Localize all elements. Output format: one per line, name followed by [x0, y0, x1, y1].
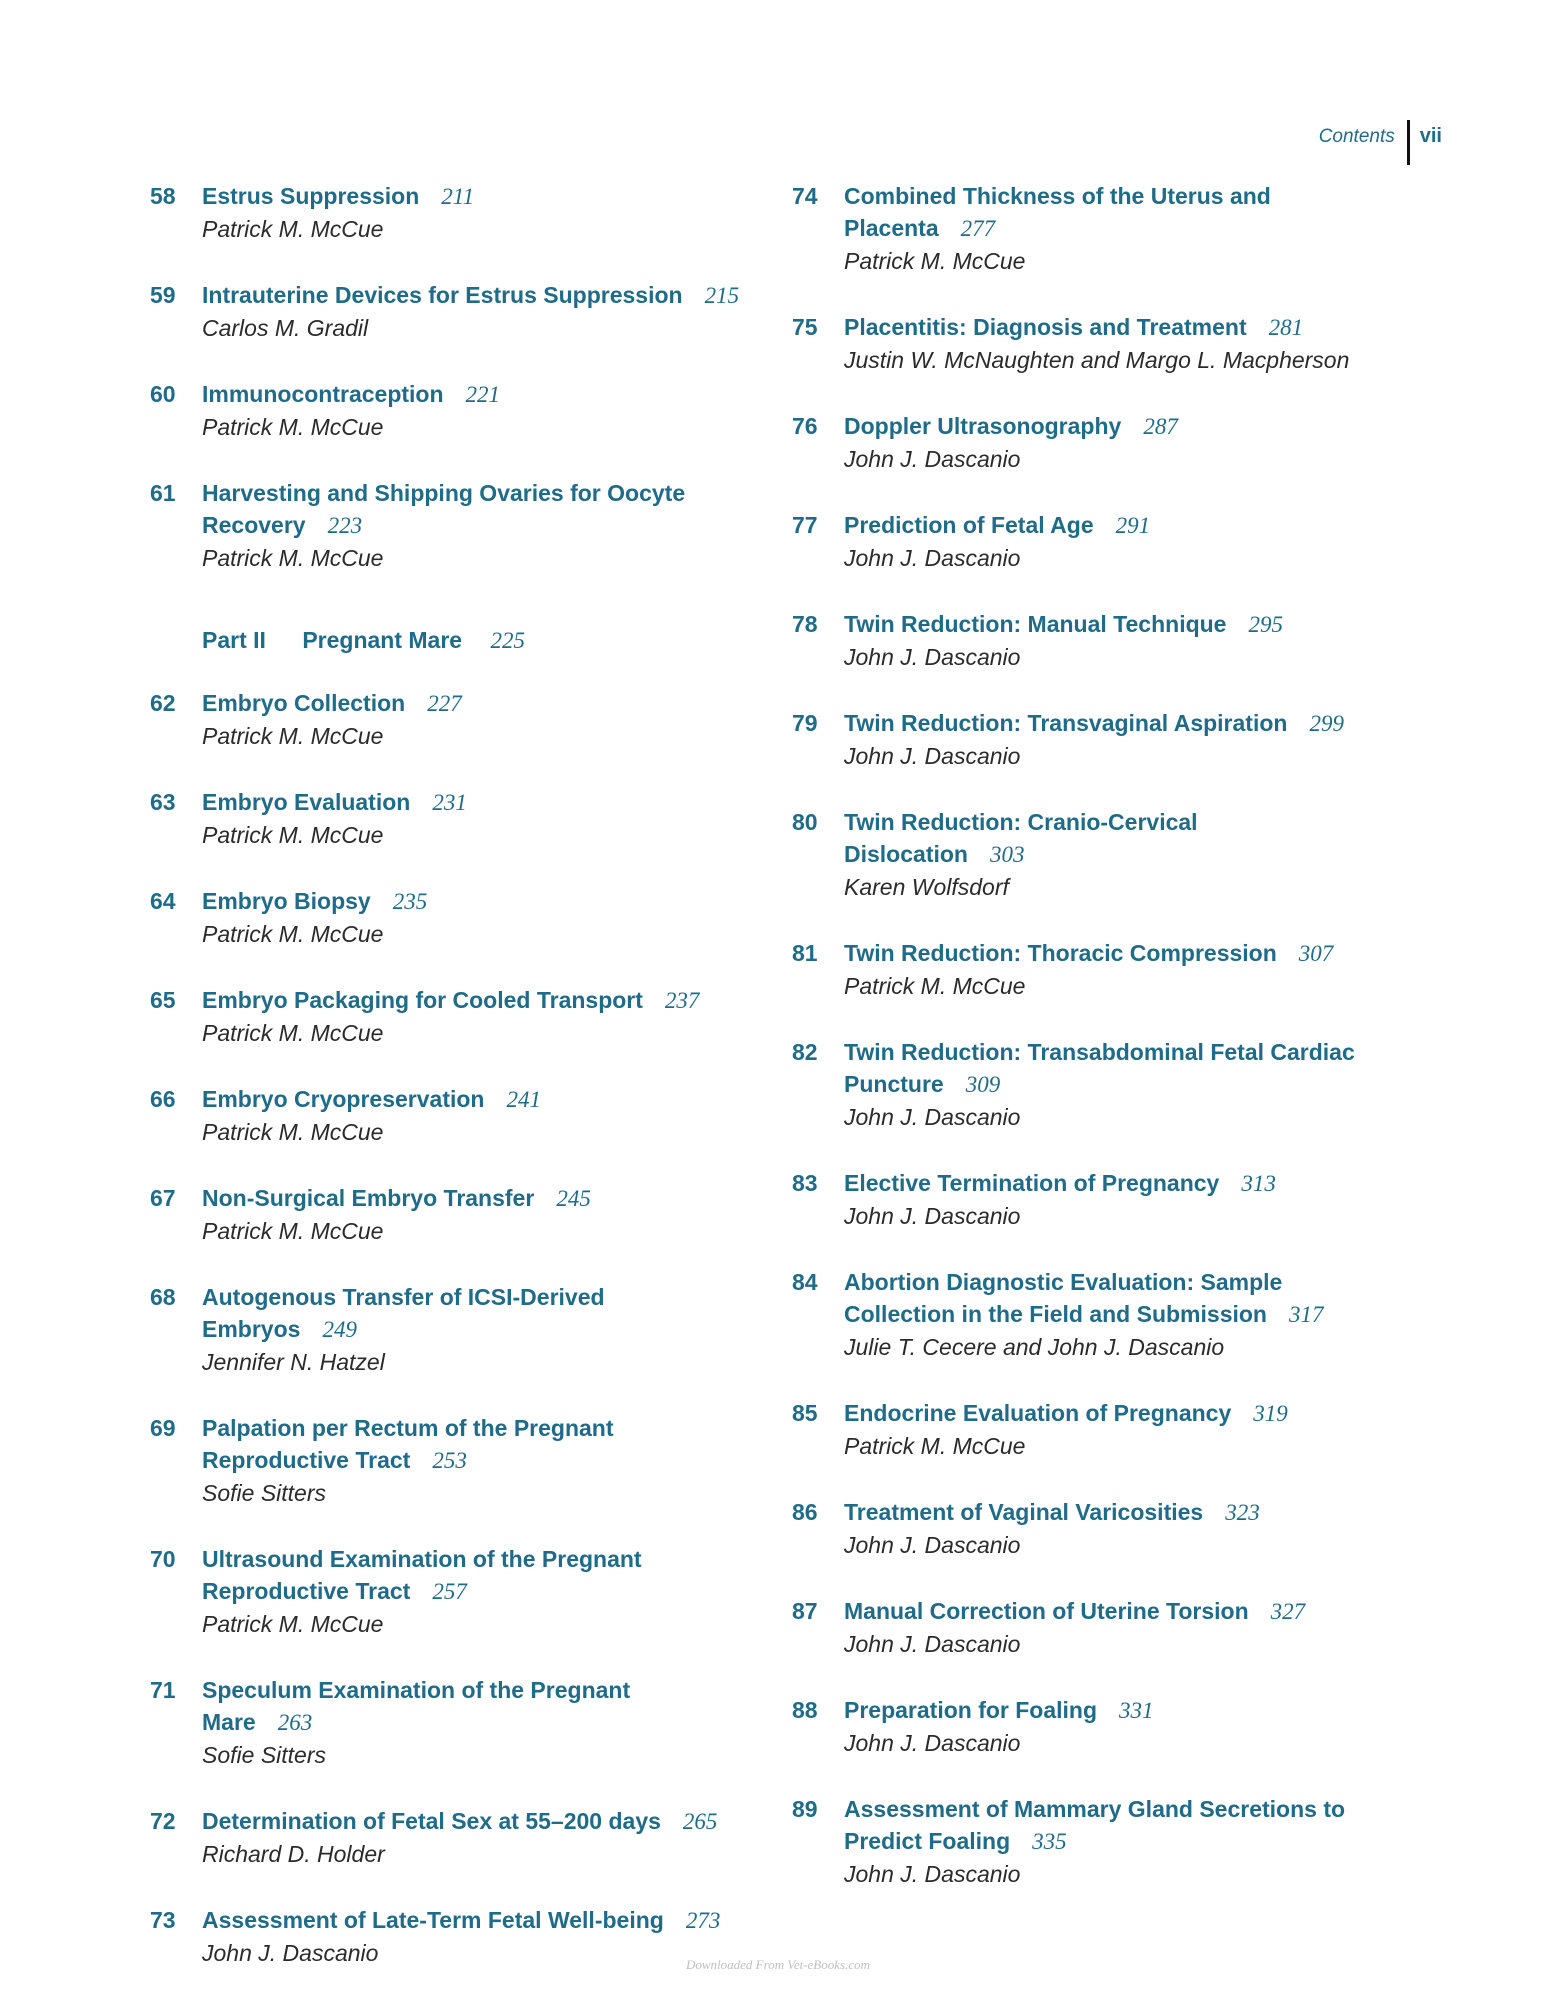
- chapter-author: John J. Dascanio: [844, 644, 1021, 670]
- entry-body: [202, 786, 740, 851]
- chapter-title[interactable]: Ultrasound Examination of the Pregnant Reproductive Tract: [202, 1546, 642, 1604]
- chapter-number: 76: [792, 413, 818, 439]
- chapter-number: 73: [150, 1907, 176, 1933]
- toc-entry[interactable]: [792, 410, 1382, 475]
- chapter-page: 237: [664, 988, 700, 1013]
- entry-body: [844, 937, 1382, 1002]
- chapter-title[interactable]: Twin Reduction: Transvaginal Aspiration: [844, 710, 1288, 736]
- toc-group-part-i-end: [150, 180, 740, 574]
- chapter-number: 84: [792, 1269, 818, 1295]
- chapter-page: 215: [704, 283, 740, 308]
- chapter-author: John J. Dascanio: [202, 1940, 379, 1966]
- chapter-number: 75: [792, 314, 818, 340]
- chapter-page: 223: [327, 513, 363, 538]
- chapter-author: Patrick M. McCue: [844, 973, 1026, 999]
- chapter-title[interactable]: Preparation for Foaling: [844, 1697, 1098, 1723]
- chapter-title[interactable]: Doppler Ultrasonography: [844, 413, 1122, 439]
- chapter-page: 307: [1298, 941, 1334, 966]
- chapter-page: 231: [432, 790, 467, 815]
- chapter-author: John J. Dascanio: [844, 743, 1021, 769]
- entry-body: [844, 707, 1382, 772]
- chapter-title[interactable]: Twin Reduction: Transabdominal Fetal Cardiac Puncture: [844, 1039, 1355, 1097]
- toc-entry[interactable]: [150, 1543, 740, 1640]
- entry-body: [202, 687, 740, 752]
- chapter-number: 87: [792, 1598, 818, 1624]
- chapter-author: John J. Dascanio: [844, 1631, 1021, 1657]
- chapter-author: Patrick M. McCue: [844, 248, 1026, 274]
- entry-body: [844, 1694, 1382, 1759]
- toc-entry[interactable]: [792, 311, 1382, 376]
- toc-left-column: [150, 180, 740, 2003]
- chapter-author: Carlos M. Gradil: [202, 315, 369, 341]
- chapter-number: 74: [792, 183, 818, 209]
- chapter-title[interactable]: Twin Reduction: Cranio-Cervical Dislocation: [844, 809, 1198, 867]
- chapter-title[interactable]: Palpation per Rectum of the Pregnant Reproductive Tract: [202, 1415, 614, 1473]
- chapter-title[interactable]: Immunocontraception: [202, 381, 444, 407]
- chapter-title[interactable]: Speculum Examination of the Pregnant Mare: [202, 1677, 631, 1735]
- toc-entry[interactable]: [150, 1412, 740, 1509]
- chapter-page: 253: [432, 1448, 467, 1473]
- entry-body: [202, 1281, 740, 1378]
- chapter-author: Patrick M. McCue: [202, 921, 384, 947]
- toc-entry[interactable]: [150, 1805, 740, 1870]
- chapter-title[interactable]: Embryo Evaluation: [202, 789, 411, 815]
- chapter-author: Jennifer N. Hatzel: [202, 1349, 385, 1375]
- chapter-title[interactable]: Non-Surgical Embryo Transfer: [202, 1185, 535, 1211]
- chapter-title[interactable]: Elective Termination of Pregnancy: [844, 1170, 1220, 1196]
- chapter-page: 291: [1115, 513, 1151, 538]
- toc-entry[interactable]: [150, 687, 740, 752]
- chapter-page: 281: [1268, 315, 1304, 340]
- entry-body: [844, 410, 1382, 475]
- entry-body: [844, 806, 1382, 903]
- chapter-title[interactable]: Determination of Fetal Sex at 55–200 days: [202, 1808, 661, 1834]
- chapter-page: 273: [685, 1908, 721, 1933]
- chapter-number: 82: [792, 1039, 818, 1065]
- toc-entry[interactable]: [792, 707, 1382, 772]
- chapter-number: 86: [792, 1499, 818, 1525]
- chapter-page: 265: [682, 1809, 718, 1834]
- chapter-title[interactable]: Embryo Packaging for Cooled Transport: [202, 987, 643, 1013]
- chapter-page: 327: [1270, 1599, 1306, 1624]
- chapter-number: 64: [150, 888, 176, 914]
- entry-body: [844, 1036, 1382, 1133]
- chapter-number: 68: [150, 1284, 176, 1310]
- chapter-number: 85: [792, 1400, 818, 1426]
- toc-entry[interactable]: [792, 1793, 1382, 1890]
- chapter-number: 66: [150, 1086, 176, 1112]
- chapter-number: 71: [150, 1677, 176, 1703]
- part-page: 225: [490, 628, 525, 653]
- toc-entry[interactable]: [150, 279, 740, 344]
- chapter-number: 58: [150, 183, 176, 209]
- toc-entry[interactable]: [792, 608, 1382, 673]
- chapter-number: 88: [792, 1697, 818, 1723]
- chapter-title[interactable]: Assessment of Late-Term Fetal Well-being: [202, 1907, 664, 1933]
- entry-body: [844, 1266, 1382, 1363]
- toc-group-part-ii-cont: [792, 180, 1382, 1890]
- chapter-title[interactable]: Manual Correction of Uterine Torsion: [844, 1598, 1249, 1624]
- entry-body: [202, 885, 740, 950]
- chapter-page: 277: [960, 216, 996, 241]
- chapter-page: 221: [465, 382, 501, 407]
- chapter-number: 79: [792, 710, 818, 736]
- toc-entry[interactable]: [150, 1182, 740, 1247]
- toc-part-heading[interactable]: [150, 624, 740, 657]
- chapter-author: Patrick M. McCue: [202, 545, 384, 571]
- chapter-title[interactable]: Twin Reduction: Thoracic Compression: [844, 940, 1277, 966]
- chapter-page: 235: [392, 889, 428, 914]
- chapter-author: John J. Dascanio: [844, 1861, 1021, 1887]
- chapter-title[interactable]: Embryo Biopsy: [202, 888, 371, 914]
- entry-body: [202, 1412, 740, 1509]
- chapter-page: 299: [1309, 711, 1344, 736]
- chapter-number: 78: [792, 611, 818, 637]
- entry-body: [844, 1793, 1382, 1890]
- chapter-number: 77: [792, 512, 818, 538]
- watermark: Downloaded From Vet-eBooks.com: [685, 1957, 870, 1972]
- running-head: [1319, 120, 1442, 165]
- toc-entry[interactable]: [792, 937, 1382, 1002]
- toc-entry[interactable]: [150, 378, 740, 443]
- chapter-page: 335: [1032, 1829, 1067, 1854]
- toc-entry[interactable]: [150, 1674, 740, 1771]
- chapter-author: Patrick M. McCue: [202, 822, 384, 848]
- chapter-author: Patrick M. McCue: [844, 1433, 1026, 1459]
- chapter-number: 60: [150, 381, 176, 407]
- chapter-page: 303: [989, 842, 1025, 867]
- chapter-author: John J. Dascanio: [844, 446, 1021, 472]
- chapter-number: 61: [150, 480, 176, 506]
- chapter-page: 323: [1225, 1500, 1260, 1525]
- chapter-number: 69: [150, 1415, 176, 1441]
- entry-body: [202, 477, 740, 574]
- chapter-title[interactable]: Autogenous Transfer of ICSI-Derived Embryos: [202, 1284, 605, 1342]
- chapter-title[interactable]: Twin Reduction: Manual Technique: [844, 611, 1227, 637]
- chapter-author: Patrick M. McCue: [202, 1119, 384, 1145]
- chapter-page: 263: [277, 1710, 313, 1735]
- chapter-page: 331: [1119, 1698, 1154, 1723]
- chapter-author: Patrick M. McCue: [202, 1611, 384, 1637]
- entry-body: [202, 279, 740, 344]
- entry-body: [844, 180, 1382, 277]
- chapter-page: 227: [427, 691, 462, 716]
- chapter-page: 319: [1253, 1401, 1288, 1426]
- running-head-section: Contents: [1318, 126, 1395, 147]
- chapter-author: Justin W. McNaughten and Margo L. Macpherson: [844, 347, 1350, 373]
- chapter-number: 59: [150, 282, 176, 308]
- page-number: vii: [1419, 125, 1442, 147]
- chapter-number: 81: [792, 940, 818, 966]
- chapter-title[interactable]: Placentitis: Diagnosis and Treatment: [844, 314, 1247, 340]
- chapter-author: John J. Dascanio: [844, 1203, 1021, 1229]
- entry-body: [202, 1805, 740, 1870]
- toc-entry[interactable]: [150, 1083, 740, 1148]
- chapter-page: 309: [965, 1072, 1001, 1097]
- chapter-page: 313: [1241, 1171, 1276, 1196]
- chapter-number: 70: [150, 1546, 176, 1572]
- chapter-author: Patrick M. McCue: [202, 1020, 384, 1046]
- chapter-title[interactable]: Endocrine Evaluation of Pregnancy: [844, 1400, 1232, 1426]
- chapter-title[interactable]: Embryo Cryopreservation: [202, 1086, 485, 1112]
- entry-body: [844, 1595, 1382, 1660]
- toc-entry[interactable]: [792, 180, 1382, 277]
- entry-body: [844, 608, 1382, 673]
- toc-entry[interactable]: [150, 786, 740, 851]
- chapter-author: Sofie Sitters: [202, 1742, 326, 1768]
- chapter-page: 211: [441, 184, 475, 209]
- entry-body: [202, 1083, 740, 1148]
- chapter-number: 72: [150, 1808, 176, 1834]
- entry-body: [202, 378, 740, 443]
- chapter-title[interactable]: Assessment of Mammary Gland Secretions to Predict Foaling: [844, 1796, 1346, 1854]
- chapter-title[interactable]: Estrus Suppression: [202, 183, 420, 209]
- toc-group-part-ii: [150, 687, 740, 1969]
- entry-body: [844, 509, 1382, 574]
- chapter-number: 83: [792, 1170, 818, 1196]
- chapter-author: Patrick M. McCue: [202, 1218, 384, 1244]
- chapter-page: 241: [506, 1087, 541, 1112]
- chapter-author: Patrick M. McCue: [202, 723, 384, 749]
- chapter-title[interactable]: Harvesting and Shipping Ovaries for Oocyte Recovery: [202, 480, 686, 538]
- entry-body: [202, 984, 740, 1049]
- chapter-title[interactable]: Combined Thickness of the Uterus and Placenta: [844, 183, 1271, 241]
- entry-body: [844, 311, 1382, 376]
- chapter-page: 295: [1248, 612, 1283, 637]
- chapter-author: Sofie Sitters: [202, 1480, 326, 1506]
- chapter-page: 287: [1143, 414, 1178, 439]
- entry-body: [844, 1496, 1382, 1561]
- toc-entry[interactable]: [792, 1167, 1382, 1232]
- toc-right-column: [792, 180, 1382, 1924]
- part-label: Part II: [202, 627, 266, 653]
- chapter-number: 62: [150, 690, 176, 716]
- entry-body: [844, 1397, 1382, 1462]
- chapter-title[interactable]: Prediction of Fetal Age: [844, 512, 1094, 538]
- chapter-author: Richard D. Holder: [202, 1841, 385, 1867]
- chapter-number: 67: [150, 1185, 176, 1211]
- chapter-number: 80: [792, 809, 818, 835]
- toc-entry[interactable]: [792, 1036, 1382, 1133]
- chapter-title[interactable]: Intrauterine Devices for Estrus Suppression: [202, 282, 683, 308]
- toc-entry[interactable]: [150, 1281, 740, 1378]
- chapter-author: Patrick M. McCue: [202, 414, 384, 440]
- toc-entry[interactable]: [792, 1397, 1382, 1462]
- entry-body: [844, 1167, 1382, 1232]
- toc-entry[interactable]: [792, 806, 1382, 903]
- chapter-page: 257: [432, 1579, 467, 1604]
- entry-body: [202, 1543, 740, 1640]
- chapter-number: 65: [150, 987, 176, 1013]
- toc-entry[interactable]: [150, 984, 740, 1049]
- chapter-title[interactable]: Treatment of Vaginal Varicosities: [844, 1499, 1204, 1525]
- toc-entry[interactable]: [150, 885, 740, 950]
- entry-body: [202, 1674, 740, 1771]
- chapter-author: John J. Dascanio: [844, 545, 1021, 571]
- chapter-author: Patrick M. McCue: [202, 216, 384, 242]
- chapter-title[interactable]: Embryo Collection: [202, 690, 406, 716]
- chapter-page: 245: [556, 1186, 591, 1211]
- entry-body: [202, 1182, 740, 1247]
- part-title: Pregnant Mare: [302, 627, 463, 653]
- toc-entry[interactable]: [150, 477, 740, 574]
- toc-entry[interactable]: [792, 1266, 1382, 1363]
- chapter-author: Karen Wolfsdorf: [844, 874, 1009, 900]
- entry-body: [202, 180, 740, 245]
- chapter-author: John J. Dascanio: [844, 1730, 1021, 1756]
- chapter-number: 89: [792, 1796, 818, 1822]
- chapter-number: 63: [150, 789, 176, 815]
- chapter-page: 249: [322, 1317, 357, 1342]
- chapter-author: Julie T. Cecere and John J. Dascanio: [844, 1334, 1225, 1360]
- toc-entry[interactable]: [792, 1496, 1382, 1561]
- toc-entry[interactable]: [150, 180, 740, 245]
- running-head-rule: [1407, 120, 1410, 165]
- toc-entry[interactable]: [792, 1694, 1382, 1759]
- chapter-title[interactable]: Abortion Diagnostic Evaluation: Sample Collection in the Field and Submission: [844, 1269, 1283, 1327]
- toc-entry[interactable]: [792, 509, 1382, 574]
- chapter-page: 317: [1288, 1302, 1324, 1327]
- toc-entry[interactable]: [792, 1595, 1382, 1660]
- chapter-author: John J. Dascanio: [844, 1104, 1021, 1130]
- chapter-author: John J. Dascanio: [844, 1532, 1021, 1558]
